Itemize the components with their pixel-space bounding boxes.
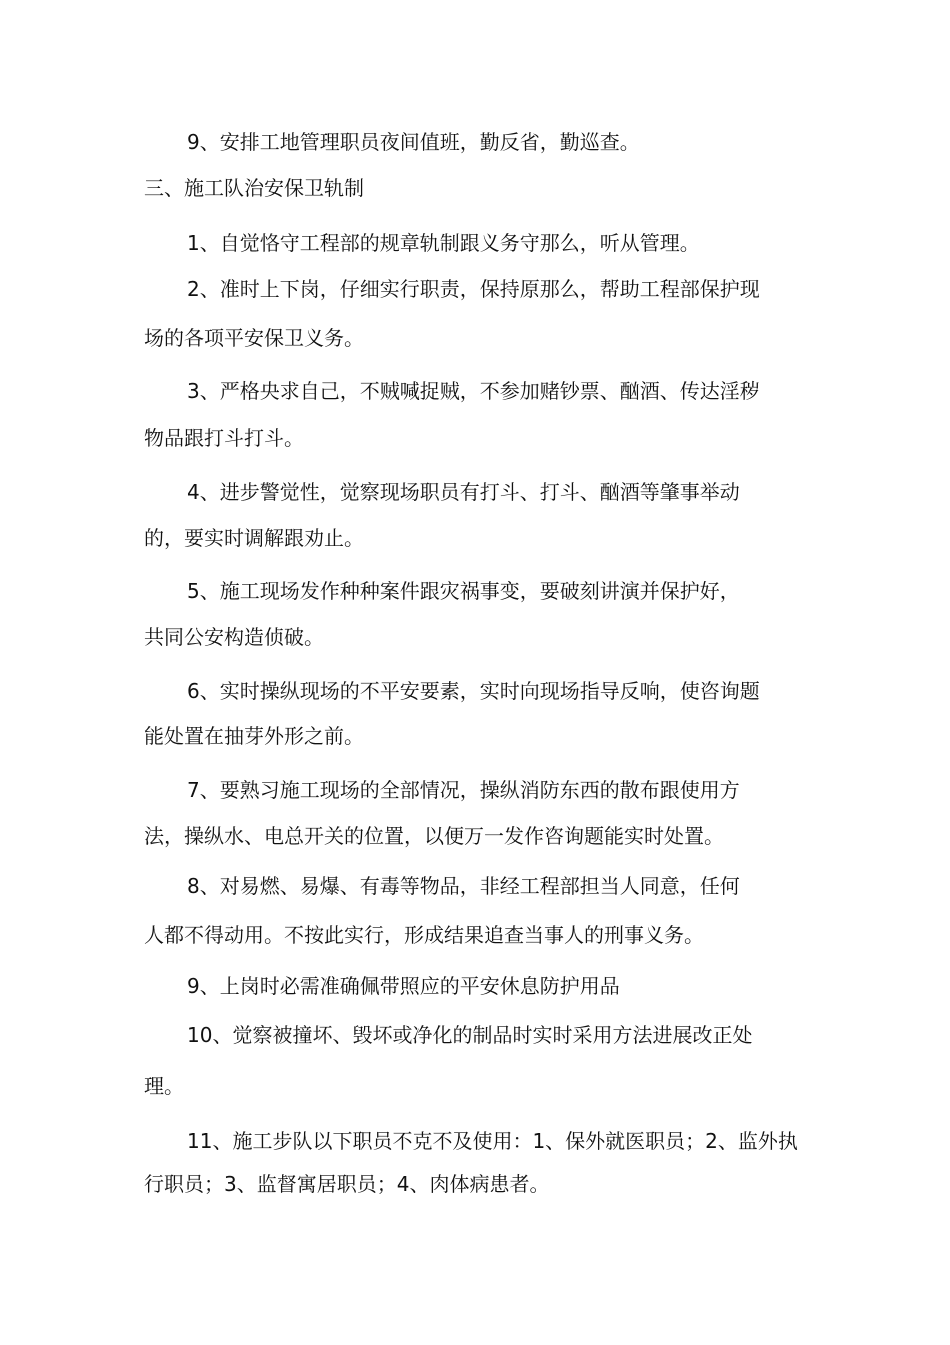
text-line: 人都不得动用。不按此实行，形成结果追查当事人的刑事义务。 (144, 923, 704, 947)
text-line: 场的各项平安保卫义务。 (144, 326, 364, 350)
text-line: 3、严格央求自己，不贼喊捉贼，不参加赌钞票、酗酒、传达淫秽 (187, 379, 760, 403)
text-line: 的，要实时调解跟劝止。 (144, 526, 364, 550)
text-line: 共同公安构造侦破。 (144, 625, 324, 649)
text-line: 物品跟打斗打斗。 (144, 426, 304, 450)
text-line: 1、自觉恪守工程部的规章轨制跟义务守那么，听从管理。 (187, 231, 700, 255)
text-line: 8、对易燃、易爆、有毒等物品，非经工程部担当人同意，任何 (187, 874, 740, 898)
text-line: 6、实时操纵现场的不平安要素，实时向现场指导反响，使咨询题 (187, 679, 760, 703)
text-line: 理。 (144, 1074, 184, 1098)
text-line: 能处置在抽芽外形之前。 (144, 724, 364, 748)
text-line: 2、准时上下岗，仔细实行职责，保持原那么，帮助工程部保护现 (187, 277, 760, 301)
text-line: 11、施工步队以下职员不克不及使用：1、保外就医职员；2、监外执 (187, 1129, 798, 1153)
text-line: 5、施工现场发作种种案件跟灾祸事变，要破刻讲演并保护好， (187, 579, 740, 603)
text-line: 法，操纵水、电总开关的位置，以便万一发作咨询题能实时处置。 (144, 824, 724, 848)
text-line: 7、要熟习施工现场的全部情况，操纵消防东西的散布跟使用方 (187, 778, 740, 802)
text-line: 行职员；3、监督寓居职员；4、肉体病患者。 (144, 1172, 550, 1196)
section-heading: 三、施工队治安保卫轨制 (144, 176, 364, 200)
text-line: 4、进步警觉性，觉察现场职员有打斗、打斗、酗酒等肇事举动 (187, 480, 740, 504)
text-line: 10、觉察被撞坏、毁坏或净化的制品时实时采用方法进展改正处 (187, 1023, 753, 1047)
text-line: 9、安排工地管理职员夜间值班，勤反省，勤巡查。 (187, 130, 640, 154)
text-line: 9、上岗时必需准确佩带照应的平安休息防护用品 (187, 974, 620, 998)
